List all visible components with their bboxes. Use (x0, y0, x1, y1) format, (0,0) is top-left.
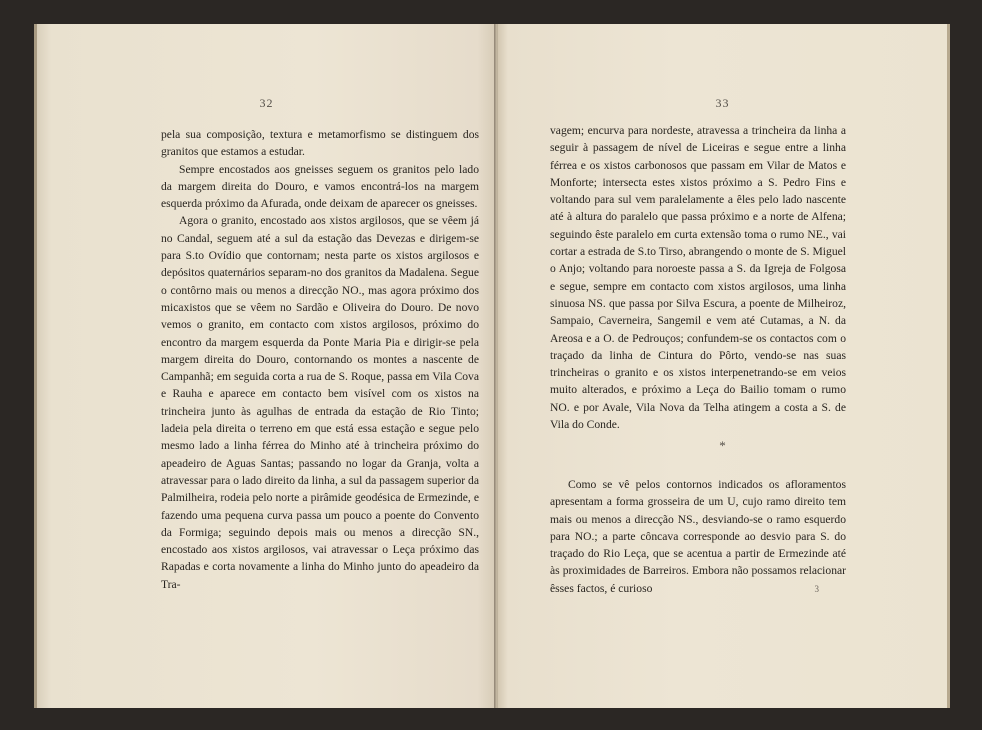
paragraph: Agora o granito, encostado aos xistos argilosos, que se vêem já no Candal, seguem até a sul da estação das Devezas e dirigem-se para S.to Ovídio que contornam; nesta parte os xistos argilosos e depósitos quaternários separam-no dos granitos da Madalena. Segue o contôrno mais ou menos a direcção NO., mas agora próximo dos micaxistos que se vêem no Sardão e Oliveira do Douro. De novo vemos o granito, em contacto com xistos argilosos, próximo do encontro da margem esquerda da Ponte Maria Pia e dirigir-se pela margem direita do Douro, contornando os montes a nascente de Campanhã; em seguida corta a rua de S. Roque, passa em Vila Cova e Rauha e aparece em contacto bem visível com os xistos na trincheira junto às agulhas de entrada da estação de Rio Tinto; ladeia pela direita o terreno em que está essa estação e segue pelo mesmo lado a linha férrea do Minho até à trincheira próximo do apeadeiro de Aguas Santas; passando no logar da Granja, volta a atravessar para o lado direito da linha, a sul da passagem superior da Palmilheira, rodeia pelo norte a pirâmide geodésica de Ermezinde, e fazendo uma pequena curva passa um pouco a poente do Convento da Formiga; seguindo depois mais ou menos a direcção SN., encostado aos xistos argilosos, vai atravessar o Leça próximo das Rapadas e corta novamente a linha do Minho junto do apeadeiro da Tra- (161, 214, 479, 591)
right-page (498, 24, 950, 708)
page-number-right: 33 (715, 96, 730, 110)
paragraph: vagem; encurva para nordeste, atravessa a trincheira da linha a seguir à passagem de nível de Liceiras e segue entre a linha férrea e os xistos carbonosos que passam em Vilar de Matos e Monforte; intersecta estes xistos próximo a S. Pedro Fins e voltando para sul vem paralelamente a êles pelo lado nascente até à altura do paralelo que passa próximo e a norte de Alfena; seguindo êste paralelo em curta extensão toma o rumo NE., vai cortar a estrada de S.to Tirso, abrangendo o monte de S. Miguel o Anjo; voltando para noroeste passa a S. da Igreja de Folgosa e segue, sempre em contacto com xistos argilosos, uma linha sinuosa NS. que passa por Silva Escura, a poente de Milheiroz, Sampaio, Caverneira, Sangemil e vem até Cutamas, a N. da Areosa e a O. de Pedrouços; confundem-se os contactos com o traçado da linha de Cintura do Pôrto, vendo-se nas suas trincheiras o granito e os xistos interpenetrando-se em veios muito alterados, e próximo a Leça do Bailio tomam o rumo NO. e por Avale, Vila Nova da Telha atingem a costa a S. de Vila do Conde. (550, 124, 846, 432)
paragraph: Como se vê pelos contornos indicados os afloramentos apresentam a forma grosseira de um U, cujo ramo direito tem mais ou menos a direcção NS., desviando-se o ramo esquerdo para NO.; a parte côncava corresponde ao desvio para S. do traçado do Rio Leça, que se acentua a partir de Ermezinde até às proximidades de Barreiros. Embora não possamos relacionar êsses factos, é curioso (550, 478, 846, 595)
page-number-left: 32 (259, 96, 274, 110)
left-page (34, 24, 496, 708)
right-page-text-continued (550, 476, 846, 597)
section-separator: * (719, 438, 726, 453)
left-page-text (161, 126, 479, 593)
right-page-text (550, 122, 846, 433)
paragraph: pela sua composição, textura e metamorfismo se distinguem dos granitos que estamos a estudar. (161, 128, 479, 159)
signature-mark: 3 (814, 584, 819, 594)
paragraph: Sempre encostados aos gneisses seguem os granitos pelo lado da margem direita do Douro, e vamos encontrá-los na margem esquerda próximo da Afurada, onde deixam de aparecer os gneisses. (161, 162, 479, 211)
